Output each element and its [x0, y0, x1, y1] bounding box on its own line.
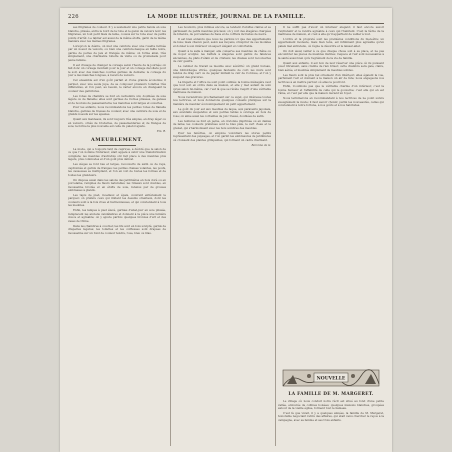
article-paragraph: La lingerie et l'office ne sont point oubliés; la bonne ménagère veut que tout soit en ordre dans sa maison, et elle y met autant de soin qu'au salon lui-même, car c'est là que se révèle l'esprit d'une véritable maîtresse de maison. — [173, 79, 271, 95]
article-paragraph: Cet ensemble est d'un goût parfait et d'une grande économie; il permet, avec une seule jupe, de se composer plusieurs toilettes très différentes, et l'on peut, au besoin, le varier encore en changeant la couleur des garnitures. — [68, 78, 166, 93]
section-title-ameublement: AMEUBLEMENT. — [91, 136, 143, 143]
nouvelle-vignette-illustration — [281, 366, 381, 390]
page-header — [68, 12, 384, 22]
article-paragraph: On dispose aussi dans les salons des jardinières en bois doré ou en porcelaine, remplies de fleurs naturelles; les rideaux sont doubles, en mousseline brodée et en étoffe de soie, retenus par de grosses embrasses à glands. — [68, 177, 166, 193]
page-number: 226 — [68, 14, 79, 20]
article-paragraph: Quant aux manteaux, ils sont toujours très amples, en drap léger ou en velours, ornés de broderies, de passementeries et de franges de soie; la forme la plus nouvelle est celle du paletot ajusté. — [68, 117, 166, 129]
article-paragraph: Les tentures se font en perse, en cretonne imprimée ou en damas de laine; les couleurs préférées sont le bleu pâle, le vert d'eau et le grenat, qui s'harmonisent avec les bois sombres des meubles. — [173, 118, 271, 130]
article-paragraph: Les robes de chambre se font en cachemire uni, doublées de soie légère ou de flanelle; elles sont garnies de ruches plissées, de ganses et de boutons de passementerie; les manches sont larges et ouvertes. — [68, 93, 166, 105]
column-1 — [68, 26, 166, 446]
article-paragraph: On doit aussi veiller à ce que chaque chose soit à sa place, et ne pas encombrer les pièces de meubles inutiles; l'espace et l'air sont nécessaires à la santé aussi bien qu'à l'agrément de la vie de famille. — [278, 48, 384, 60]
newspaper-page — [60, 8, 392, 452]
article-paragraph: Le cabinet de travail se meuble avec sévérité: un grand bureau, une bibliothèque vitrée, quelques fauteuils de cuir; les murs sont tendus de drap vert ou de papier imitant le cuir de Cordoue, et l'on y suspend des gravures. — [173, 64, 271, 79]
article-paragraph: Il ne suffit pas d'avoir un intérieur élégant; il faut encore savoir l'entretenir et le rendre agréable à ceux qui l'habitent. C'est la tâche de la maîtresse de maison, et c'est à elle qu'il appartient de veiller à tout. — [278, 26, 384, 36]
column-divider — [170, 26, 171, 446]
article-paragraph: Nous reviendrons prochainement sur ce sujet, qui intéresse toutes nos lectrices, et nous donnerons quelques conseils pratiques sur la manière de meubler économiquement un petit appartement. — [173, 94, 271, 106]
article-paragraph: Quant à la salle à manger, elle conserve ses meubles de chêne ou de noyer sculpté; les buffets à étagères sont garnis de faïences anciennes, de plats d'étain et de cristaux; les chaises sont recouvertes de cuir gaufré. — [173, 48, 271, 64]
article-paragraph: Dans les chambres à coucher, les lits sont en bois sculpté, garnis de draperies légères; les toilettes et les coiffeuses sont drapées de mousseline sur un fond de couleur tendre, rose, bleu ou lilas. — [68, 223, 166, 235]
author-signature: Baronne de G. — [251, 142, 271, 147]
story-paragraph: Le village où nous conduit notre récit est situé au fond d'une petite vallée, entourée de collines boisées; quelques maisons blanches, groupées autour de la vieille église, forment tout le hameau. — [278, 399, 384, 410]
article-paragraph: Le goût du jour est aux meubles de laque, aux paravents japonais, aux éventails suspendus et aux petites tables à ouvrage en bois de rose; on aime aussi les corbeilles de jonc tressé, doublées de satin. — [173, 106, 271, 118]
article-paragraph: La mode, qui a toujours tant de caprices, a décidé que le salon de ce que l'on nomme l'intérieur, était appelé à subir une transformation complète; les meubles d'autrefois ont fait place à des meubles plus légers, plus commodes et d'un goût plus délicat. — [68, 146, 166, 162]
column-divider — [275, 26, 276, 446]
article-paragraph: Les sièges se font bas et larges, recouverts de satin ou de reps, capitonnés et garnis de franges; les petites chaises volantes, les poufs, les causeuses se multiplient, et l'on en voit de toutes les formes et de toutes les grandeurs. — [68, 162, 166, 177]
article-paragraph: Quant aux enfants, il est bon de leur réserver une pièce où ils puissent jouer librement, sans crainte de rien briser; cette chambre sera gaie, claire, bien aérée, et meublée simplement de meubles solides. — [278, 60, 384, 72]
article-paragraph: Lorsqu'on le désire, on met une ceinture avec une rosette fermée par un noeud de velours, ou bien une ceinture-basque en faille noire, garnie de perles de jais et frangée de même; on forme ainsi, très simplement, une charmante toilette de visite ou de promenade pour jeune femme. — [68, 43, 166, 62]
article-paragraph: Enfin, n'oublions pas que le véritable charme d'un intérieur, c'est la bonne humeur et l'affabilité de celle qui le gouverne; c'est elle qui en est l'âme, et c'est par elle que la maison devient un foyer. — [278, 84, 384, 96]
header-rule — [68, 23, 384, 24]
title-rule — [98, 145, 136, 146]
article-paragraph: Les fleurs sont le plus bel ornement d'un intérieur; elles égaient la vue, parfument l'air et donnent à la maison un air de fête; nous engageons nos lectrices à en mettre partout où elles le pourront. — [278, 72, 384, 84]
article-paragraph: Les boudoirs, plus intimes encore, se tendent d'étoffes claires et se garnissent de petits meubles précieux; on y voit des étagères chargées de bibelots, de porcelaines de Saxe et de coffrets incrustés de nacre. — [173, 26, 271, 36]
article-paragraph: L'ordre et la propreté sont les premières conditions du bien-être; un appartement modeste, mais bien tenu, est infiniment plus agréable qu'un palais mal entretenu, où règne le désordre et le laisser-aller. — [278, 36, 384, 48]
article-paragraph: Les tapis de pied, moelleux et épais, couvrent entièrement le parquet; on préfère ceux qui imitent les dessins orientaux, dont les couleurs sont à la fois vives et harmonieuses, et qui conviennent à tous les meubles. — [68, 192, 166, 208]
author-signature: Em. R. — [156, 129, 166, 134]
article-paragraph: Il est bien entendu que nous ne parlons ici que des appartements de luxe; mais chacun peut, selon ses moyens, s'inspirer de ces modèles et donner à son intérieur un aspect élégant et confortable. — [173, 36, 271, 48]
article-paragraph: Enfin, les lampes à pied élevé, garnies d'abat-jour en soie plissée, remplacent les anciens candélabres et donnent à la pièce une lumière douce et agréable; on y ajoute parfois quelques bronzes d'art et des vases de Chine. — [68, 208, 166, 223]
story-title: LA FAMILLE DE M. MARGERET. — [288, 392, 374, 397]
article-paragraph: Pour les enfants, nous recommandons les petites robes de flanelle blanche, garnies de tresses de couleur, avec une ceinture de soie et de grands noeuds sur les épaules. — [68, 105, 166, 117]
article-paragraph: Pour les fenêtres, on emploie volontiers les stores peints représentant des paysages, et l'on garnit les embrasures de jardinières où croissent des plantes grimpantes, qui forment un cadre charmant. — [173, 130, 271, 142]
story-paragraph: C'est là que vivait, il y a quelques années, la famille de M. Margeret, honorable négociant retiré des affaires, qui était venu chercher le repos à la campagne, avec sa femme et ses trois enfants. — [278, 410, 384, 422]
column-3 — [278, 26, 384, 352]
story-section — [278, 363, 384, 446]
article-paragraph: Il est d'usage de changer le corsage selon l'heure de la journée; on fait donc un corsage montant pour le jour et un corsage décolleté pour le soir, avec des manches courtes garnies de dentelle; le corsage du jour a des manches longues, à revers de velours. — [68, 62, 166, 78]
vignette-label: NOUVELLE — [316, 376, 346, 382]
article-paragraph: ses filigranes de couleur. Il y a seulement une petite bande en soie blanche, plissée, entre le bord de la robe et le galon de velours noir; les filigranes, un tout petit biais de laine, cousus sur la robe avec de petits points d'arrêt. Le tablier est aussi de la même étoffe, garni de la même manière avec les mêmes filigranes. — [68, 26, 166, 43]
column-2 — [173, 26, 271, 446]
journal-title: LA MODE ILLUSTRÉE, JOURNAL DE LA FAMILLE. — [147, 14, 306, 20]
article-paragraph: Nous terminerons en recommandant à nos lectrices de ne point suivre aveuglément la mode; il faut savoir choisir, parmi les nouveautés, celles qui conviennent à notre fortune, à nos goûts et à nos habitudes. — [278, 96, 384, 108]
